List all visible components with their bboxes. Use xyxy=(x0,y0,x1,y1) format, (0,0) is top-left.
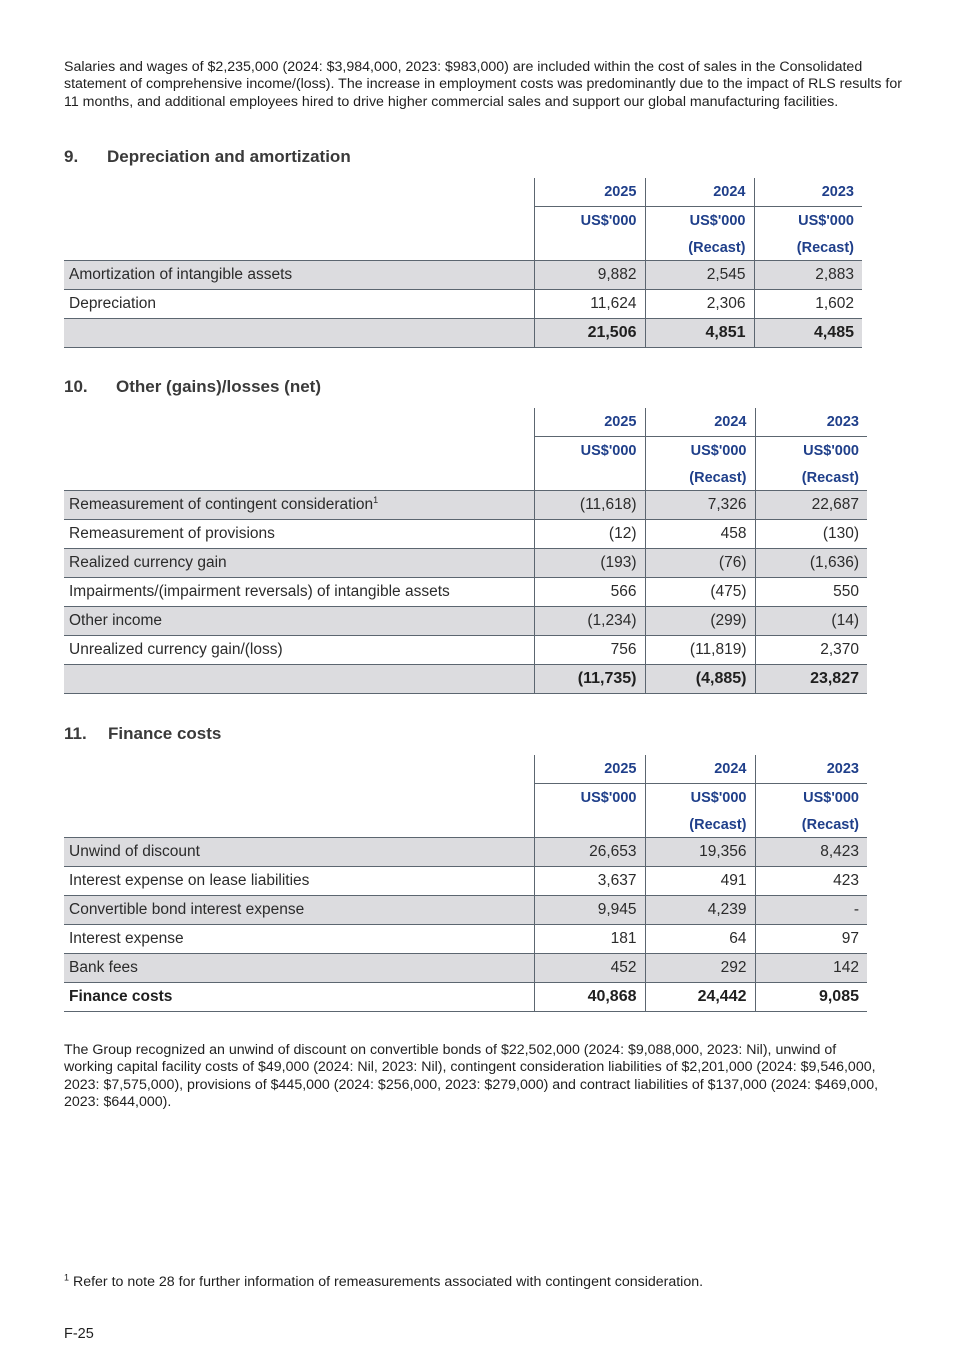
cell-2024: (299) xyxy=(645,607,755,636)
recast-header xyxy=(534,812,645,838)
cell-2024: 19,356 xyxy=(645,838,755,867)
row-label: Realized currency gain xyxy=(64,549,534,578)
cell-2024: (76) xyxy=(645,549,755,578)
cell-2023: (130) xyxy=(755,520,867,549)
row-label: Remeasurement of contingent consideration$^1$ xyxy=(64,491,534,520)
year-header: 2023 xyxy=(755,755,867,784)
recast-header xyxy=(534,235,645,261)
table-row xyxy=(64,578,867,607)
total-2023: 9,085 xyxy=(755,983,867,1012)
total-label xyxy=(64,319,534,348)
cell-2024: 7,326 xyxy=(645,491,755,520)
row-label: Interest expense on lease liabilities xyxy=(64,867,534,896)
section-11-heading xyxy=(64,724,221,744)
row-label: Convertible bond interest expense xyxy=(64,896,534,925)
table-row xyxy=(64,520,867,549)
row-label: Other income xyxy=(64,607,534,636)
intro-paragraph: Salaries and wages of $2,235,000 (2024: $3,984,000, 2023: $983,000) are included within the cost of sales in the Consolidated statement of comprehensive income/(loss). The increase in employment costs was predominantly due to the impact of RLS results for 11 months, and additional employees hired to drive higher commercial sales and support our global manufacturing facilities. xyxy=(64,59,902,110)
section-number: 10. xyxy=(64,377,88,396)
recast-header: (Recast) xyxy=(645,465,755,491)
table-row xyxy=(64,290,862,319)
cell-2025: 181 xyxy=(534,925,645,954)
cell-2025: 9,882 xyxy=(534,261,645,290)
row-label: Impairments/(impairment reversals) of intangible assets xyxy=(64,578,534,607)
cell-2023: 2,883 xyxy=(754,261,862,290)
total-2023: 4,485 xyxy=(754,319,862,348)
section-title: Depreciation and amortization xyxy=(107,147,351,166)
table-row xyxy=(64,925,867,954)
cell-2024: (11,819) xyxy=(645,636,755,665)
unit-header: US$'000 xyxy=(755,437,867,466)
row-label: Amortization of intangible assets xyxy=(64,261,534,290)
cell-2025: (12) xyxy=(534,520,645,549)
cell-2023: - xyxy=(755,896,867,925)
cell-2023: 423 xyxy=(755,867,867,896)
cell-2023: 142 xyxy=(755,954,867,983)
table-row xyxy=(64,636,867,665)
cell-2024: 2,545 xyxy=(645,261,754,290)
cell-2025: 11,624 xyxy=(534,290,645,319)
total-row xyxy=(64,665,867,694)
unit-header: US$'000 xyxy=(645,784,755,813)
cell-2025: 26,653 xyxy=(534,838,645,867)
cell-2024: 292 xyxy=(645,954,755,983)
row-label: Unrealized currency gain/(loss) xyxy=(64,636,534,665)
section-title: Finance costs xyxy=(108,724,222,743)
footnote-marker: 1 xyxy=(64,1272,70,1283)
unit-header: US$'000 xyxy=(645,207,754,236)
recast-header: (Recast) xyxy=(645,812,755,838)
year-header: 2024 xyxy=(645,755,755,784)
cell-2023: 1,602 xyxy=(754,290,862,319)
section-number: 9. xyxy=(64,147,79,166)
table-row xyxy=(64,896,867,925)
cell-2025: (11,618) xyxy=(534,491,645,520)
row-label: Interest expense xyxy=(64,925,534,954)
total-2024: 24,442 xyxy=(645,983,755,1012)
unit-header: US$'000 xyxy=(645,437,755,466)
cell-2025: 452 xyxy=(534,954,645,983)
footnote xyxy=(64,1274,703,1290)
unit-header: US$'000 xyxy=(534,437,645,466)
depreciation-table xyxy=(64,178,862,348)
table-row xyxy=(64,261,862,290)
total-row xyxy=(64,319,862,348)
total-2023: 23,827 xyxy=(755,665,867,694)
total-2024: 4,851 xyxy=(645,319,754,348)
unit-header: US$'000 xyxy=(534,207,645,236)
cell-2024: 491 xyxy=(645,867,755,896)
row-label: Unwind of discount xyxy=(64,838,534,867)
year-header: 2023 xyxy=(754,178,862,207)
table-row xyxy=(64,491,867,520)
table-row xyxy=(64,838,867,867)
recast-header xyxy=(534,465,645,491)
total-2025: 21,506 xyxy=(534,319,645,348)
total-label xyxy=(64,665,534,694)
total-row xyxy=(64,983,867,1012)
cell-2023: (14) xyxy=(755,607,867,636)
cell-2024: 4,239 xyxy=(645,896,755,925)
footnote-text: Refer to note 28 for further information of remeasurements associated with contingent consideration. xyxy=(69,1274,704,1290)
unit-header: US$'000 xyxy=(754,207,862,236)
year-header: 2025 xyxy=(534,408,645,437)
cell-2023: 97 xyxy=(755,925,867,954)
cell-2023: 8,423 xyxy=(755,838,867,867)
cell-2025: (1,234) xyxy=(534,607,645,636)
footnote-marker: 1 xyxy=(373,494,379,505)
cell-2025: 9,945 xyxy=(534,896,645,925)
other-gains-losses-table xyxy=(64,408,867,694)
cell-2023: 550 xyxy=(755,578,867,607)
finance-costs-table xyxy=(64,755,867,1012)
total-2024: (4,885) xyxy=(645,665,755,694)
cell-2024: 458 xyxy=(645,520,755,549)
cell-2025: (193) xyxy=(534,549,645,578)
total-label: Finance costs xyxy=(64,983,534,1012)
table-row xyxy=(64,549,867,578)
year-header: 2024 xyxy=(645,178,754,207)
cell-2024: (475) xyxy=(645,578,755,607)
year-header: 2025 xyxy=(534,178,645,207)
row-label: Bank fees xyxy=(64,954,534,983)
row-label: Remeasurement of provisions xyxy=(64,520,534,549)
cell-2024: 2,306 xyxy=(645,290,754,319)
year-header: 2025 xyxy=(534,755,645,784)
unit-header: US$'000 xyxy=(755,784,867,813)
cell-2024: 64 xyxy=(645,925,755,954)
total-2025: 40,868 xyxy=(534,983,645,1012)
row-label: Depreciation xyxy=(64,290,534,319)
table-row xyxy=(64,954,867,983)
page-number: F-25 xyxy=(64,1326,94,1342)
cell-2023: 22,687 xyxy=(755,491,867,520)
table-row xyxy=(64,607,867,636)
unit-header: US$'000 xyxy=(534,784,645,813)
recast-header: (Recast) xyxy=(645,235,754,261)
cell-2023: 2,370 xyxy=(755,636,867,665)
cell-2023: (1,636) xyxy=(755,549,867,578)
recast-header: (Recast) xyxy=(755,465,867,491)
finance-costs-note: The Group recognized an unwind of discount on convertible bonds of $22,502,000 (2024: $9,088,000, 2023: Nil), unwind of working capital facility costs of $49,000 (2024: Nil, 2023: Nil), contingent consideration liabilities of $2,201,000 (2024: $9,546,000, 2023: $7,575,000), provisions of $445,000 (2024: $256,000, 2023: $279,000) and contract liabilities of $137,000 (2024: $469,000, 2023: $644,000). xyxy=(64,1042,879,1111)
year-header: 2023 xyxy=(755,408,867,437)
cell-2025: 566 xyxy=(534,578,645,607)
recast-header: (Recast) xyxy=(755,812,867,838)
cell-2025: 756 xyxy=(534,636,645,665)
section-10-heading xyxy=(64,377,321,397)
total-2025: (11,735) xyxy=(534,665,645,694)
section-9-heading xyxy=(64,147,351,167)
section-title: Other (gains)/losses (net) xyxy=(116,377,321,396)
recast-header: (Recast) xyxy=(754,235,862,261)
cell-2025: 3,637 xyxy=(534,867,645,896)
table-row xyxy=(64,867,867,896)
section-number: 11. xyxy=(64,724,87,743)
year-header: 2024 xyxy=(645,408,755,437)
